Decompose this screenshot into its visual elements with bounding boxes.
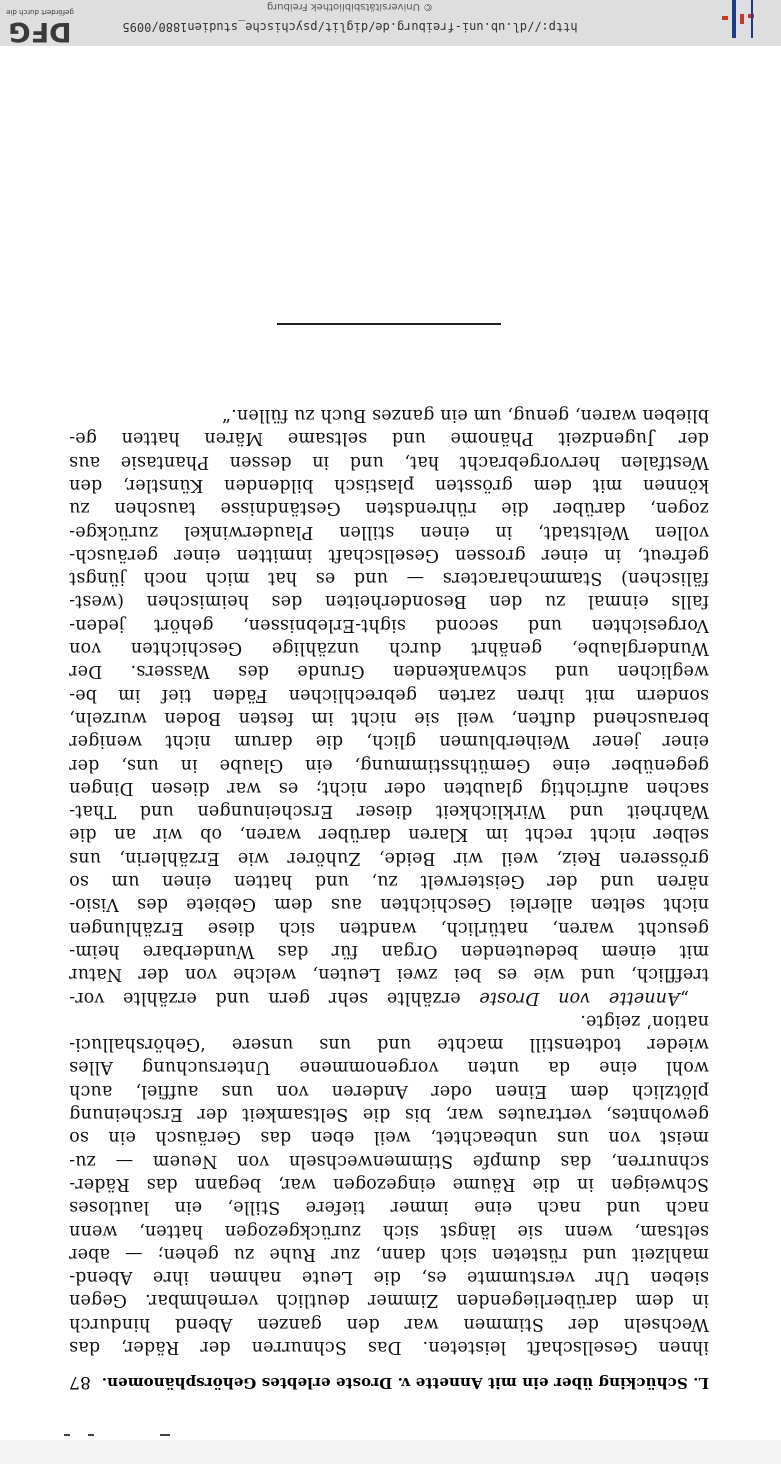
text-line: weglichen und schwankenden Grunde des Wassers. Der xyxy=(69,661,709,682)
text-line: zogen, darüber die rührendsten Geständnisse tauschen zu xyxy=(69,498,709,519)
source-url[interactable]: http://dl.ub.uni-freiburg.de/diglit/psychische_studien1880/0095 xyxy=(122,20,578,34)
text-line: gegenüber eine Gemüthsstimmung, ein Glaube in uns, der xyxy=(69,754,709,775)
text-line: sachen aufrichtig glaubten oder nicht; es war diesen Dingen xyxy=(69,777,709,798)
text-line: grösseren Reiz, weil wir Beide, Zuhörer wie Erzählerin, uns xyxy=(69,847,709,868)
text-line: nären und der Geisterwelt zu, und hatten einen um so xyxy=(69,871,709,892)
text-line: Schweigen in die Räume eingezogen war, begann das Räder- xyxy=(69,1173,709,1194)
text-line: selber nicht recht im Klaren darüber waren, ob wir an die xyxy=(69,824,709,845)
text-line: sieben Uhr verstummte es, die Leute nahmen ihre Abend- xyxy=(69,1267,709,1288)
text-line: schnurren, das dumpfe Stimmenwechseln von Neuem — zu- xyxy=(69,1150,709,1171)
dfg-logo xyxy=(0,0,80,46)
scan-mark-icon xyxy=(60,1432,180,1438)
dfg-logo-text: DFG xyxy=(8,16,72,47)
page-header xyxy=(69,1372,709,1392)
text-line: berauschend duften, weil sie nicht im festen Boden wurzeln, xyxy=(69,707,709,728)
text-line: mahlzeit und rüsteten sich dann, zur Ruhe zu gehen; — aber xyxy=(69,1243,709,1264)
dfg-logo-caption: gefördert durch die xyxy=(6,8,74,16)
text-line: können mit dem grössten plastisch bildenden Künstler, den xyxy=(69,475,709,496)
text-line: nicht selten allerlei Geschichten aus dem Gebiete des Visio- xyxy=(69,894,709,915)
text-line: plötzlich dem Einen oder Anderen von uns auffiel, auch xyxy=(69,1080,709,1101)
text-line: gesucht waren, natürlich, wandten sich diese Erzählungen xyxy=(69,917,709,938)
text-line: gewohntes, vertrautes war, bis die Seltsamkeit der Erscheinung xyxy=(69,1104,709,1125)
body-text xyxy=(69,403,709,1358)
text-line: Wahrheit und Wirklichkeit dieser Erscheinungen und That- xyxy=(69,801,709,822)
text-line: wieder todtenstill machte und uns unsere ‘Gehörshalluci- xyxy=(69,1034,709,1055)
text-line: Vorgesichten und second sight-Erlebnissen, gehört jeden- xyxy=(69,614,709,635)
library-logo-icon xyxy=(718,0,758,40)
running-head: L. Schücking über ein mit Annette v. Droste erlebtes Gehörsphänomen. xyxy=(101,1374,709,1392)
page-number: 87 xyxy=(69,1372,91,1392)
scanned-page xyxy=(0,46,781,1464)
text-line: wohl eine da unten vorgenommene Untersuchung Alles xyxy=(69,1057,709,1078)
text-line: sondern mit ihren zarten gebrechlichen Fäden tief im be- xyxy=(69,684,709,705)
text-line: Wechseln der Stimmen war den ganzen Abend hindurch xyxy=(69,1313,709,1334)
text-line: nach und nach eine immer tiefere Stille, ein lautloses xyxy=(69,1197,709,1218)
text-line: einer jener Weiherblumen glich, die darum nicht weniger xyxy=(69,731,709,752)
text-line: trefflich, und wie es bei zwei Leuten, welche von der Natur xyxy=(69,964,709,985)
section-rule xyxy=(277,323,501,325)
text-line: falls einmal zu den Besonderheiten des heimischen (west- xyxy=(69,591,709,612)
viewer-top-bar xyxy=(0,0,781,46)
viewer-bottom-bar xyxy=(0,1440,781,1464)
text-line: in dem darüberliegenden Zimmer deutlich vernehmbar. Gegen xyxy=(69,1290,709,1311)
text-line: meist von uns unbeachtet, weil eben das Geräusch ein so xyxy=(69,1127,709,1148)
text-line: vollen Weltstadt, in einen stillen Plauderwinkel zurückge- xyxy=(69,521,709,542)
text-line: Westfalen hervorgebracht hat, und in dessen Phantasie aus xyxy=(69,451,709,472)
text-line: nation’ zeigte. xyxy=(580,1010,709,1031)
text-line: blieben waren, genug, um ein ganzes Buch zu füllen.“ xyxy=(221,405,709,426)
text-line: mit einem bedeutenden Organ für das Wunderbare heim- xyxy=(69,940,709,961)
text-line: der Jugendzeit Phänome und seltsame Mären hatten ge- xyxy=(69,428,709,449)
text-line: seltsam, wenn sie längst sich zurückgezogen hatten, wenn xyxy=(69,1220,709,1241)
text-line: fälischen) Stammcharacters — und es hat mich noch jüngst xyxy=(69,568,709,589)
text-line: „Annette von Droste erzählte sehr gern und erzählte vor- xyxy=(69,987,689,1008)
text-line: Wunderglaube, genährt durch unzählige Geschichten von xyxy=(69,638,709,659)
text-line: ihnen Gesellschaft leisteten. Das Schnurren der Räder, das xyxy=(69,1337,709,1357)
text-line: gefreut, in einer grossen Gesellschaft inmitten einer geräusch- xyxy=(69,544,709,565)
copyright-notice: © Universitätsbibliothek Freiburg xyxy=(266,1,434,12)
